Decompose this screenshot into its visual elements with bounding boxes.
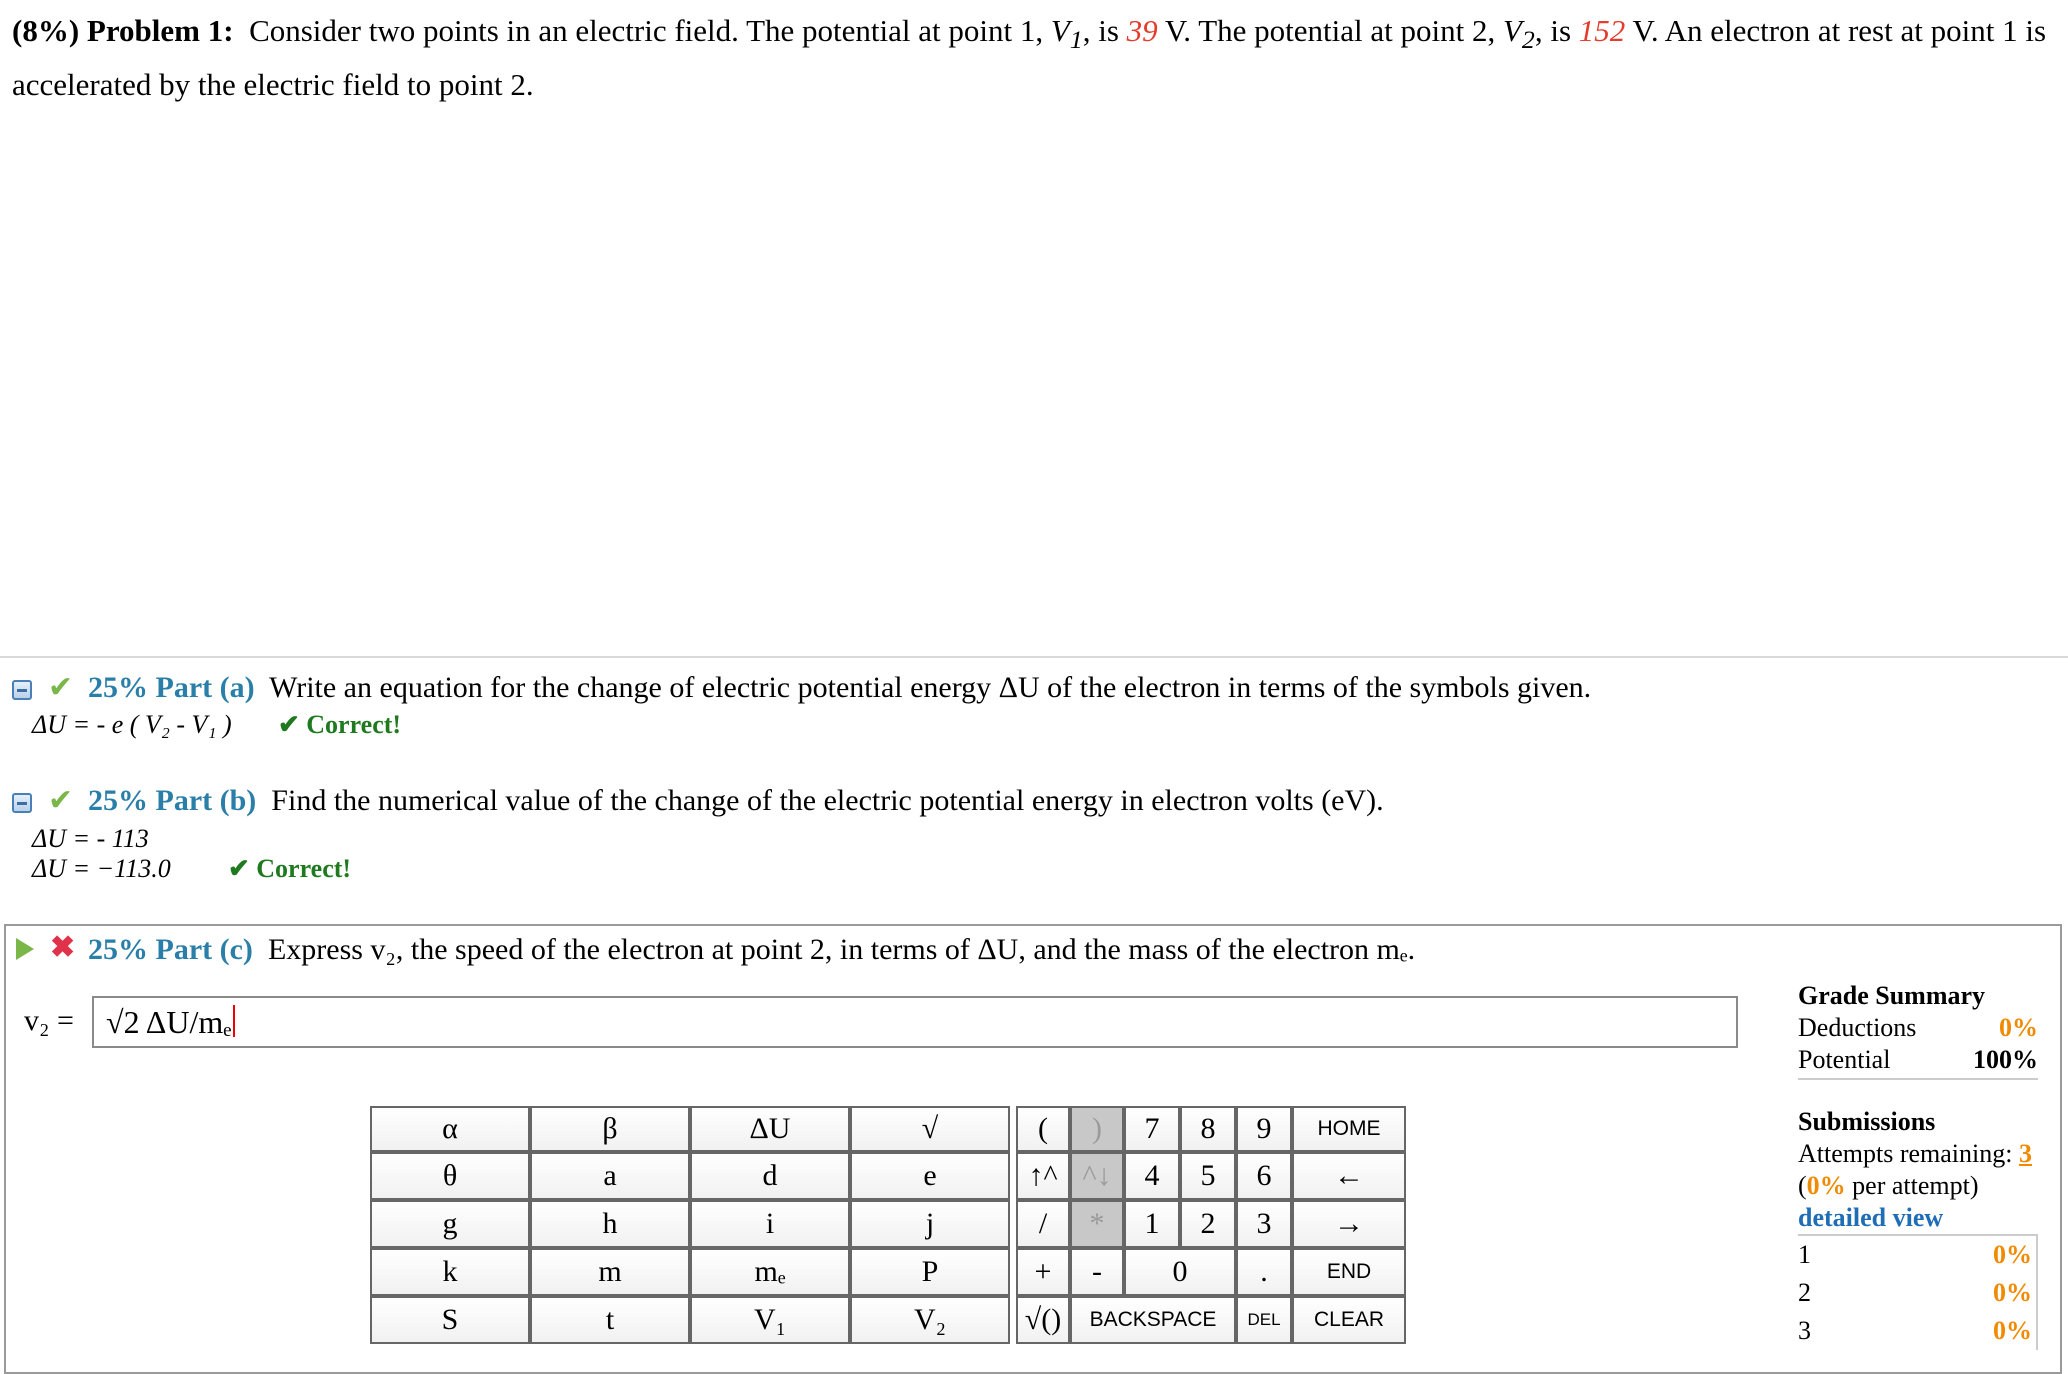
v2-value: 152 (1578, 13, 1626, 48)
part-c-weight: 25% (88, 933, 148, 966)
v1-symbol: V (1050, 13, 1070, 48)
x-mark-icon: ✖ (50, 931, 76, 964)
part-a-weight: 25% (88, 671, 148, 704)
backspace-key[interactable]: BACKSPACE (1070, 1296, 1236, 1344)
symbol-key[interactable]: V₂ (850, 1296, 1010, 1344)
problem-label: Problem 1: (86, 13, 234, 48)
grade-summary-title: Grade Summary (1798, 981, 1986, 1010)
cursor-right-key[interactable]: → (1292, 1200, 1406, 1248)
superscript-up-key[interactable]: ↑^ (1016, 1152, 1070, 1200)
part-b-answer-1: ΔU = - 113 (32, 824, 149, 853)
potential-row (1798, 1044, 2038, 1080)
submission-deduction: 0% (1993, 1316, 2032, 1345)
detailed-view-link[interactable]: detailed view (1798, 1202, 2038, 1236)
part-b-answer-2: ΔU = −113.0 (32, 854, 171, 883)
part-b-weight: 25% (88, 784, 148, 817)
part-a-answer (32, 708, 232, 742)
symbol-key[interactable]: g (370, 1200, 530, 1248)
decimal-point-key[interactable]: . (1236, 1248, 1292, 1296)
digit-2-key[interactable]: 2 (1180, 1200, 1236, 1248)
part-a-status: ✔ Correct! (278, 710, 402, 739)
multiply-key: * (1070, 1200, 1124, 1248)
cursor-left-key[interactable]: ← (1292, 1152, 1406, 1200)
v2-input-label: v₂ = (24, 1004, 74, 1037)
digit-3-key[interactable]: 3 (1236, 1200, 1292, 1248)
part-a-answer-text: ΔU = - e ( V₂ - V₁ ) (32, 710, 232, 739)
v2-subscript: 2 (1521, 25, 1535, 55)
submission-deduction: 0% (1993, 1278, 2032, 1307)
problem-text: , is (1082, 13, 1127, 48)
symbol-key[interactable]: m (530, 1248, 690, 1296)
symbol-key[interactable]: a (530, 1152, 690, 1200)
deductions-value: 0% (1999, 1013, 2038, 1042)
v1-value: 39 (1126, 13, 1158, 48)
submission-number: 3 (1798, 1316, 1811, 1345)
checkmark-icon: ✔ (48, 671, 74, 704)
grade-summary (1798, 980, 2038, 1350)
potential-value: 100% (1973, 1045, 2038, 1074)
symbol-key[interactable]: i (690, 1200, 850, 1248)
problem-weight: (8%) (12, 13, 80, 48)
digit-8-key[interactable]: 8 (1180, 1106, 1236, 1152)
part-a-question: Write an equation for the change of electric potential energy ΔU of the electron in terms of the symbols given. (269, 671, 1592, 704)
part-c-question: Express v₂, the speed of the electron at point 2, in terms of ΔU, and the mass of the electron mₑ. (267, 933, 1416, 966)
digit-9-key[interactable]: 9 (1236, 1106, 1292, 1152)
superscript-down-key: ^↓ (1070, 1152, 1124, 1200)
potential-label: Potential (1798, 1045, 1891, 1074)
symbol-key[interactable]: j (850, 1200, 1010, 1248)
v1-subscript: 1 (1069, 25, 1083, 55)
symbol-key[interactable]: t (530, 1296, 690, 1344)
digit-0-key[interactable]: 0 (1124, 1248, 1236, 1296)
digit-4-key[interactable]: 4 (1124, 1152, 1180, 1200)
left-paren-key[interactable]: ( (1016, 1106, 1070, 1152)
symbol-key[interactable]: h (530, 1200, 690, 1248)
del-key[interactable]: DEL (1236, 1296, 1292, 1344)
part-a-header (88, 668, 1591, 708)
part-c-label[interactable]: Part (c) (155, 933, 253, 966)
submission-row (1798, 1236, 2038, 1274)
symbol-key[interactable]: β (530, 1106, 690, 1152)
symbol-key[interactable]: V₁ (690, 1296, 850, 1344)
plus-key[interactable]: + (1016, 1248, 1070, 1296)
per-attempt (1798, 1170, 2038, 1202)
clear-key[interactable]: CLEAR (1292, 1296, 1406, 1344)
problem-text: , is (1534, 13, 1579, 48)
symbol-key[interactable]: mₑ (690, 1248, 850, 1296)
per-attempt-paren: ( (1798, 1171, 1807, 1200)
attempts-value: 3 (2018, 1139, 2032, 1168)
part-b-status: ✔ Correct! (228, 854, 352, 883)
problem-text: Consider two points in an electric field. The potential at point 1, (249, 13, 1051, 48)
answer-input-value: √2 ΔU/mₑ (106, 1004, 232, 1040)
home-key[interactable]: HOME (1292, 1106, 1406, 1152)
sqrt-key[interactable]: √() (1016, 1296, 1070, 1344)
deductions-row (1798, 1012, 2038, 1044)
attempts-remaining (1798, 1138, 2038, 1170)
play-icon (16, 938, 34, 960)
symbol-key[interactable]: S (370, 1296, 530, 1344)
digit-1-key[interactable]: 1 (1124, 1200, 1180, 1248)
collapse-icon[interactable] (12, 680, 32, 700)
text-caret (233, 1005, 235, 1037)
collapse-icon[interactable] (12, 793, 32, 813)
digit-5-key[interactable]: 5 (1180, 1152, 1236, 1200)
symbol-key[interactable]: P (850, 1248, 1010, 1296)
right-paren-key: ) (1070, 1106, 1124, 1152)
problem-text: V. The potential at point 2, (1157, 13, 1503, 48)
digit-7-key[interactable]: 7 (1124, 1106, 1180, 1152)
part-b-header (88, 781, 1384, 821)
symbol-key[interactable]: α (370, 1106, 530, 1152)
divide-key[interactable]: / (1016, 1200, 1070, 1248)
symbol-key[interactable]: k (370, 1248, 530, 1296)
symbol-key[interactable]: e (850, 1152, 1010, 1200)
submission-deduction: 0% (1993, 1240, 2032, 1269)
deductions-label: Deductions (1798, 1013, 1917, 1042)
submission-number: 2 (1798, 1278, 1811, 1307)
end-key[interactable]: END (1292, 1248, 1406, 1296)
part-a-label[interactable]: Part (a) (155, 671, 255, 704)
divider (0, 656, 2068, 658)
per-attempt-text: per attempt) (1845, 1171, 1979, 1200)
part-b-label[interactable]: Part (b) (155, 784, 257, 817)
submissions-title: Submissions (1798, 1107, 1936, 1136)
submission-list (1798, 1236, 2038, 1350)
submission-number: 1 (1798, 1240, 1811, 1269)
minus-key[interactable]: - (1070, 1248, 1124, 1296)
problem-text: V. An electron at rest at point 1 is accelerated by the electric field to point 2. (12, 13, 2047, 103)
problem-statement (12, 8, 2052, 107)
symbol-key[interactable]: θ (370, 1152, 530, 1200)
symbol-key[interactable]: d (690, 1152, 850, 1200)
part-b-question: Find the numerical value of the change of the electric potential energy in electron volts (eV). (271, 784, 1384, 817)
submission-row (1798, 1312, 2038, 1350)
part-c-header (88, 930, 1415, 970)
answer-input[interactable] (92, 996, 1738, 1048)
checkmark-icon: ✔ (48, 784, 74, 817)
symbol-key[interactable]: ΔU (690, 1106, 850, 1152)
submission-row (1798, 1274, 2038, 1312)
symbol-key[interactable]: √ (850, 1106, 1010, 1152)
attempts-label: Attempts remaining: (1798, 1139, 2013, 1168)
digit-6-key[interactable]: 6 (1236, 1152, 1292, 1200)
per-attempt-pct: 0% (1806, 1171, 1846, 1200)
v2-symbol: V (1502, 13, 1522, 48)
